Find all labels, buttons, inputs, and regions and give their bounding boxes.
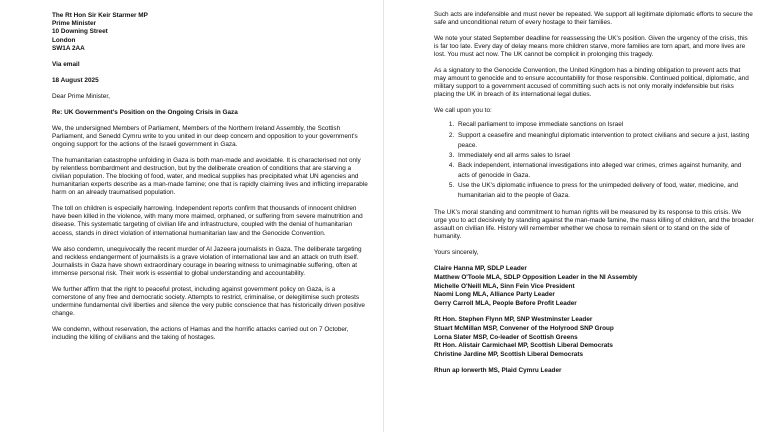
paragraph-deadline: We note your stated September deadline for reassessing the UK's position. Given the urgency of the crisis, this is far too late. Every day of delay means more children starve, more families are torn apart, and more lives are lost. You must act now. The UK cannot be complicit in prolonging this tragedy.	[434, 35, 748, 59]
signatory: Rt Hon. Stephen Flynn MP, SNP Westminster Leader	[434, 316, 593, 324]
paragraph-moral-standing: The UK's moral standing and commitment to human rights will be measured by its response to this crisis. We urge you to act decisively by standing against the man-made famine, the mass killing of children, and the broader assault on civilian life. History will remember whether we chose to remain silent or to stand on the side of humanity.	[434, 209, 754, 241]
paragraph-protest: We further affirm that the right to peaceful protest, including against government policy on Gaza, is a cornerstone of any free and democratic society. Attempts to restrict, criminalise, or delegitimise such protests undermine fundamental civil liberties and silence the very public conscience that has historically driven positive change.	[52, 285, 365, 317]
demand-item: 1. Recall parliament to impose immediate sanctions on Israel	[456, 120, 754, 130]
call-intro: We call upon you to:	[434, 107, 492, 115]
signatories-northern-ireland	[434, 265, 754, 308]
delivery-method: Via email	[52, 61, 80, 69]
paragraph-humanitarian: The humanitarian catastrophe unfolding in Gaza is both man-made and avoidable. It is characterised not only by relentless bombardment and destruction, but by the deliberate creation of conditions that are starving a civilian population. The blocking of food, water, and medical supplies has precipitated what UN agencies and humanitarian experts describe as a man-made famine; one that is rapidly claiming lives and inflicting irreparable harm on an already traumatised population.	[52, 157, 368, 197]
signatory: Lorna Slater MSP, Co-leader of Scottish Greens	[434, 333, 578, 341]
recipient-address	[52, 12, 369, 53]
recipient-city: London	[52, 36, 76, 44]
signatory: Gerry Carroll MLA, People Before Profit Leader	[434, 299, 577, 307]
recipient-title: Prime Minister	[52, 20, 97, 28]
signatory: Stuart McMillan MSP, Convener of the Holyrood SNP Group	[434, 324, 614, 332]
signatory: Michelle O'Neill MLA, Sinn Fein Vice President	[434, 282, 575, 290]
demands-list	[434, 120, 754, 201]
demand-item: 3. Immediately end all arms sales to Israel	[456, 151, 754, 161]
closing: Yours sincerely,	[434, 249, 479, 257]
signatories-scotland	[434, 316, 754, 359]
signatory: Christine Jardine MP, Scottish Liberal Democrats	[434, 350, 584, 358]
letter-date: 18 August 2025	[52, 77, 99, 85]
recipient-street: 10 Downing Street	[52, 28, 108, 36]
paragraph-children: The toll on children is especially harrowing. Independent reports confirm that thousands of innocent children have been killed in the violence, with many more maimed, orphaned, or suffering from severe malnutrition and disease. This systematic targeting of civilian life and infrastructure, coupled with the denial of humanitarian access, stands in direct violation of international humanitarian law and the Genocide Convention.	[52, 205, 363, 237]
paragraph-journalists: We also condemn, unequivocally the recent murder of Al Jazeera journalists in Gaza. The deliberate targeting and reckless endangerment of journalists is a grave violation of international law and an attack on truth itself. Journalists in Gaza have shown extraordinary courage in bearing witness to unimaginable suffering, often at immense personal risk. Their work is essential to global understanding and accountability.	[52, 245, 362, 277]
signatory: Rt Hon. Alistair Carmichael MP, Scottish Liberal Democrats	[434, 342, 613, 350]
letter-page-right	[384, 0, 768, 432]
paragraph-hamas: We condemn, without reservation, the actions of Hamas and the horrific attacks carried out on 7 October, including the killing of civilians and the taking of hostages.	[52, 325, 349, 341]
paragraph-genocide-convention: As a signatory to the Genocide Convention, the United Kingdom has a binding obligation to prevent acts that may amount to genocide and to ensure accountability for those responsible. Continued political, diplomatic, and military support to a government accused of committing such acts is not only morally indefensible but risks placing the UK in breach of its international legal duties.	[434, 67, 749, 99]
signatory: Claire Hanna MP, SDLP Leader	[434, 265, 527, 273]
signatory: Naomi Long MLA, Alliance Party Leader	[434, 291, 555, 299]
paragraph-hostages: Such acts are indefensible and must never be repeated. We support all legitimate diplomatic efforts to secure the safe and unconditional return of every hostage to their families.	[434, 11, 753, 27]
salutation: Dear Prime Minister,	[52, 93, 110, 101]
letter-subject: Re: UK Government's Position on the Ongoing Crisis in Gaza	[52, 109, 238, 117]
recipient-postcode: SW1A 2AA	[52, 44, 85, 52]
demand-item: 4. Back independent, international investigations into alleged war crimes, crimes against humanity, and acts of genocide in Gaza.	[456, 161, 754, 181]
signatory: Rhun ap Iorwerth MS, Plaid Cymru Leader	[434, 367, 562, 375]
recipient-name: The Rt Hon Sir Keir Starmer MP	[52, 12, 148, 19]
paragraph-opening: We, the undersigned Members of Parliament, Members of the Northern Ireland Assembly, the Scottish Parliament, and Senedd Cymru write to you united in our deep concern and opposition to your government's ongoing support for the actions of the Israeli government in Gaza.	[52, 125, 358, 149]
demand-item: 5. Use the UK's diplomatic influence to press for the unimpeded delivery of food, water, medicine, and humanitarian aid to the people of Gaza.	[456, 181, 754, 201]
signatories-wales	[434, 367, 754, 376]
signatory: Matthew O'Toole MLA, SDLP Opposition Leader in the NI Assembly	[434, 273, 638, 281]
demand-item: 2. Support a ceasefire and meaningful diplomatic intervention to protect civilians and secure a just, lasting peace.	[456, 131, 754, 151]
